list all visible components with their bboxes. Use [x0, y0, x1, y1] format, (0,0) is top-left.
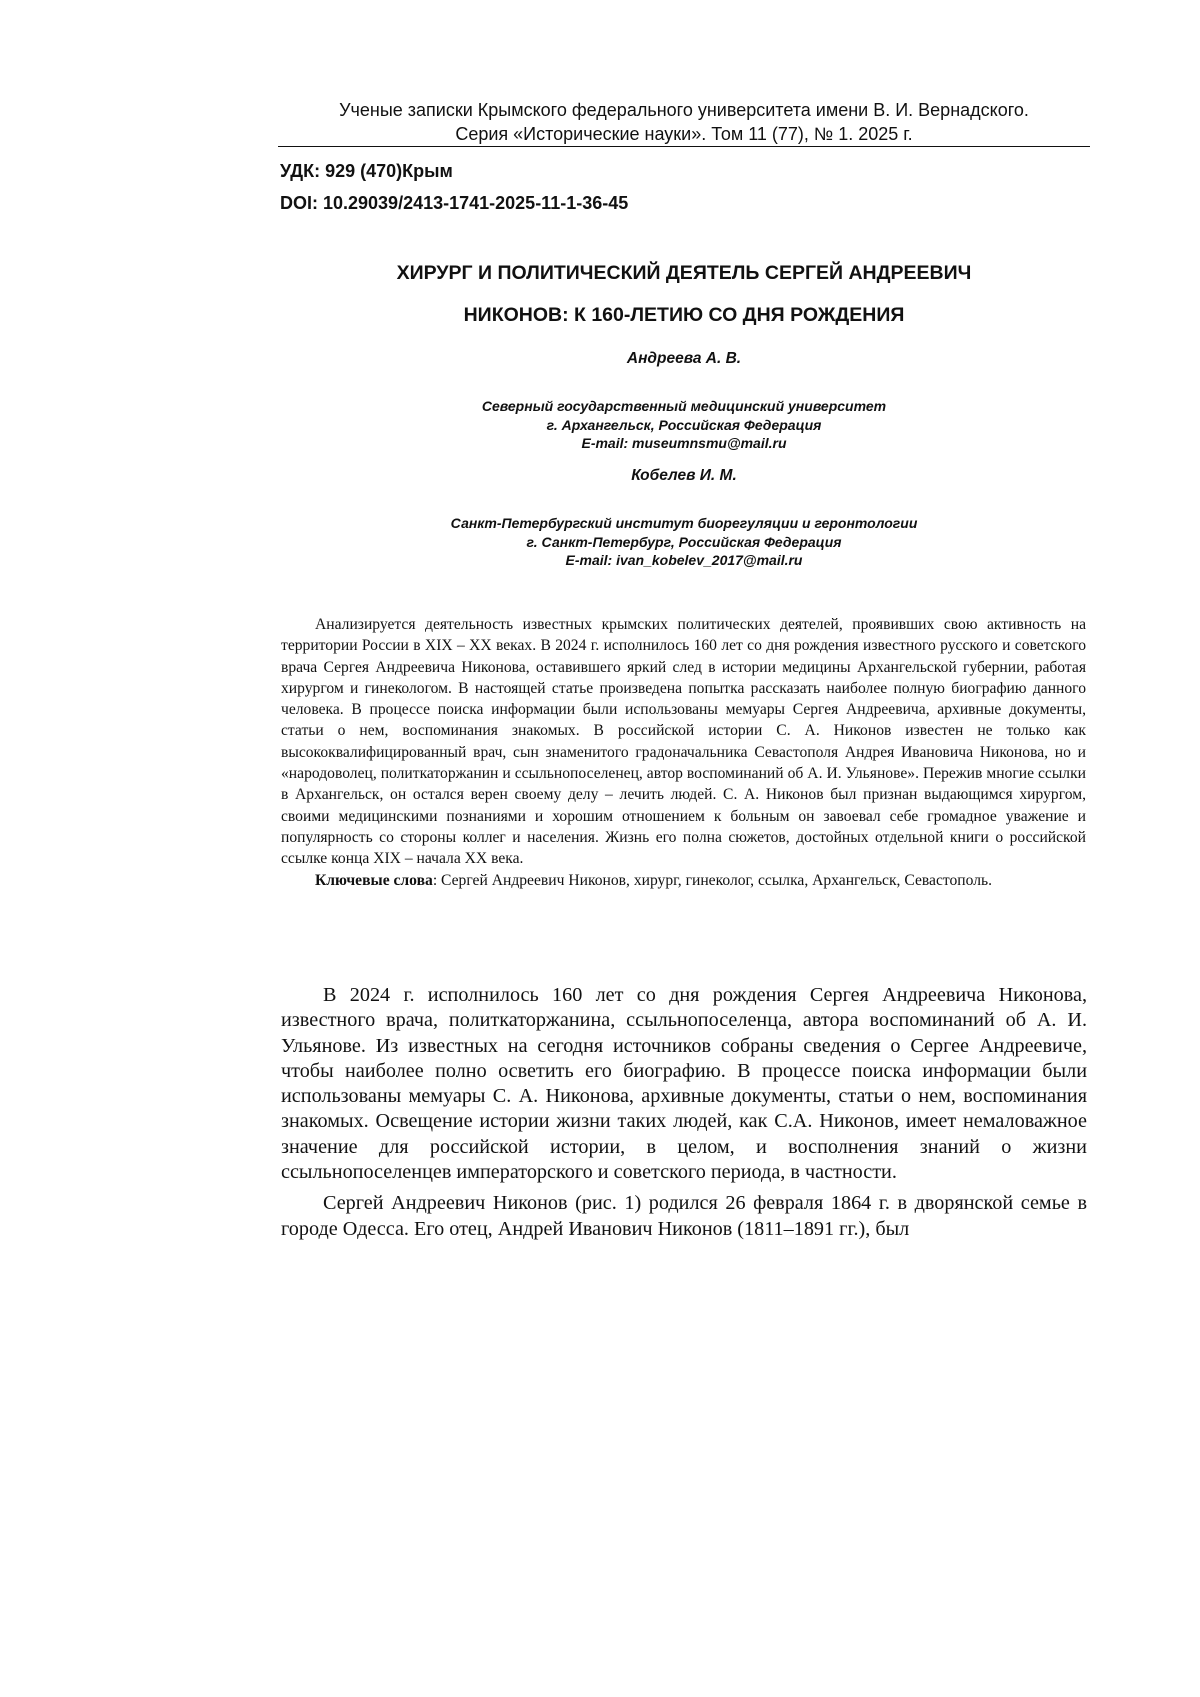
affiliation-institution: Северный государственный медицинский университет — [278, 397, 1090, 416]
author-affiliation — [278, 397, 1090, 453]
author-name: Андреева А. В. — [278, 350, 1090, 368]
keywords-label: Ключевые слова — [315, 872, 433, 889]
article-title — [278, 252, 1090, 336]
author-email: E-mail: museumnsmu@mail.ru — [278, 434, 1090, 453]
affiliation-city: г. Архангельск, Российская Федерация — [278, 416, 1090, 435]
journal-header-line1: Ученые записки Крымского федерального университета имени В. И. Вернадского. — [278, 98, 1090, 122]
article-body — [281, 983, 1087, 1248]
affiliation-institution: Санкт-Петербургский институт биорегуляции и геронтологии — [278, 514, 1090, 533]
title-line1: ХИРУРГ И ПОЛИТИЧЕСКИЙ ДЕЯТЕЛЬ СЕРГЕЙ АНДРЕЕВИЧ — [278, 252, 1090, 294]
keywords — [281, 870, 1086, 891]
udk-code: УДК: 929 (470)Крым — [280, 161, 453, 182]
keywords-list: : Сергей Андреевич Никонов, хирург, гинеколог, ссылка, Архангельск, Севастополь. — [433, 872, 992, 889]
author-email: E-mail: ivan_kobelev_2017@mail.ru — [278, 551, 1090, 570]
header-divider — [278, 146, 1090, 147]
affiliation-city: г. Санкт-Петербург, Российская Федерация — [278, 533, 1090, 552]
body-paragraph: В 2024 г. исполнилось 160 лет со дня рождения Сергея Андреевича Никонова, известного врача, политкаторжанина, ссыльнопоселенца, автора воспоминаний об А. И. Ульянове. Из известных на сегодня источников собраны сведения о Сергее Андреевиче, чтобы наиболее полно осветить его биографию. В процессе поиска информации были использованы мемуары С. А. Никонова, архивные документы, статьи о нем, воспоминания знакомых. Освещение истории жизни таких людей, как С.А. Никонов, имеет немаловажное значение для российской истории, в целом, и восполнения знаний о жизни ссыльнопоселенцев императорского и советского периода, в частности. — [281, 983, 1087, 1185]
author-affiliation — [278, 514, 1090, 570]
doi-code: DOI: 10.29039/2413-1741-2025-11-1-36-45 — [280, 193, 628, 214]
article-page — [0, 0, 1200, 1697]
title-line2: НИКОНОВ: К 160-ЛЕТИЮ СО ДНЯ РОЖДЕНИЯ — [278, 294, 1090, 336]
abstract-text: Анализируется деятельность известных крымских политических деятелей, проявивших свою активность на территории России в XIX – XX веках. В 2024 г. исполнилось 160 лет со дня рождения известного русского и советского врача Сергея Андреевича Никонова, оставившего яркий след в истории медицины Архангельской губернии, работая хирургом и гинекологом. В настоящей статье произведена попытка рассказать наиболее полную биографию данного человека. В процессе поиска информации были использованы мемуары Сергея Андреевича, архивные документы, статьи о нем, воспоминания знакомых. В российской истории С. А. Никонов известен не только как высококвалифицированный врач, сын знаменитого градоначальника Севастополя Андрея Ивановича Никонова, но и «народоволец, политкаторжанин и ссыльнопоселенец, автор воспоминаний об А. И. Ульянове». Пережив многие ссылки в Архангельск, он остался верен своему делу – лечить людей. С. А. Никонов был признан выдающимся хирургом, своими медицинскими познаниями и хорошим отношением к больным он завоевал себе громадное уважение и популярность со стороны коллег и населения. Жизнь его полна сюжетов, достойных отдельной книги о российской ссылке конца XIX – начала XX века. — [281, 614, 1086, 870]
abstract — [281, 614, 1086, 891]
journal-header-line2: Серия «Исторические науки». Том 11 (77), № 1. 2025 г. — [278, 122, 1090, 146]
body-paragraph: Сергей Андреевич Никонов (рис. 1) родился 26 февраля 1864 г. в дворянской семье в городе Одесса. Его отец, Андрей Иванович Никонов (1811–1891 гг.), был — [281, 1191, 1087, 1242]
journal-header — [278, 98, 1090, 146]
author-name: Кобелев И. М. — [278, 467, 1090, 485]
